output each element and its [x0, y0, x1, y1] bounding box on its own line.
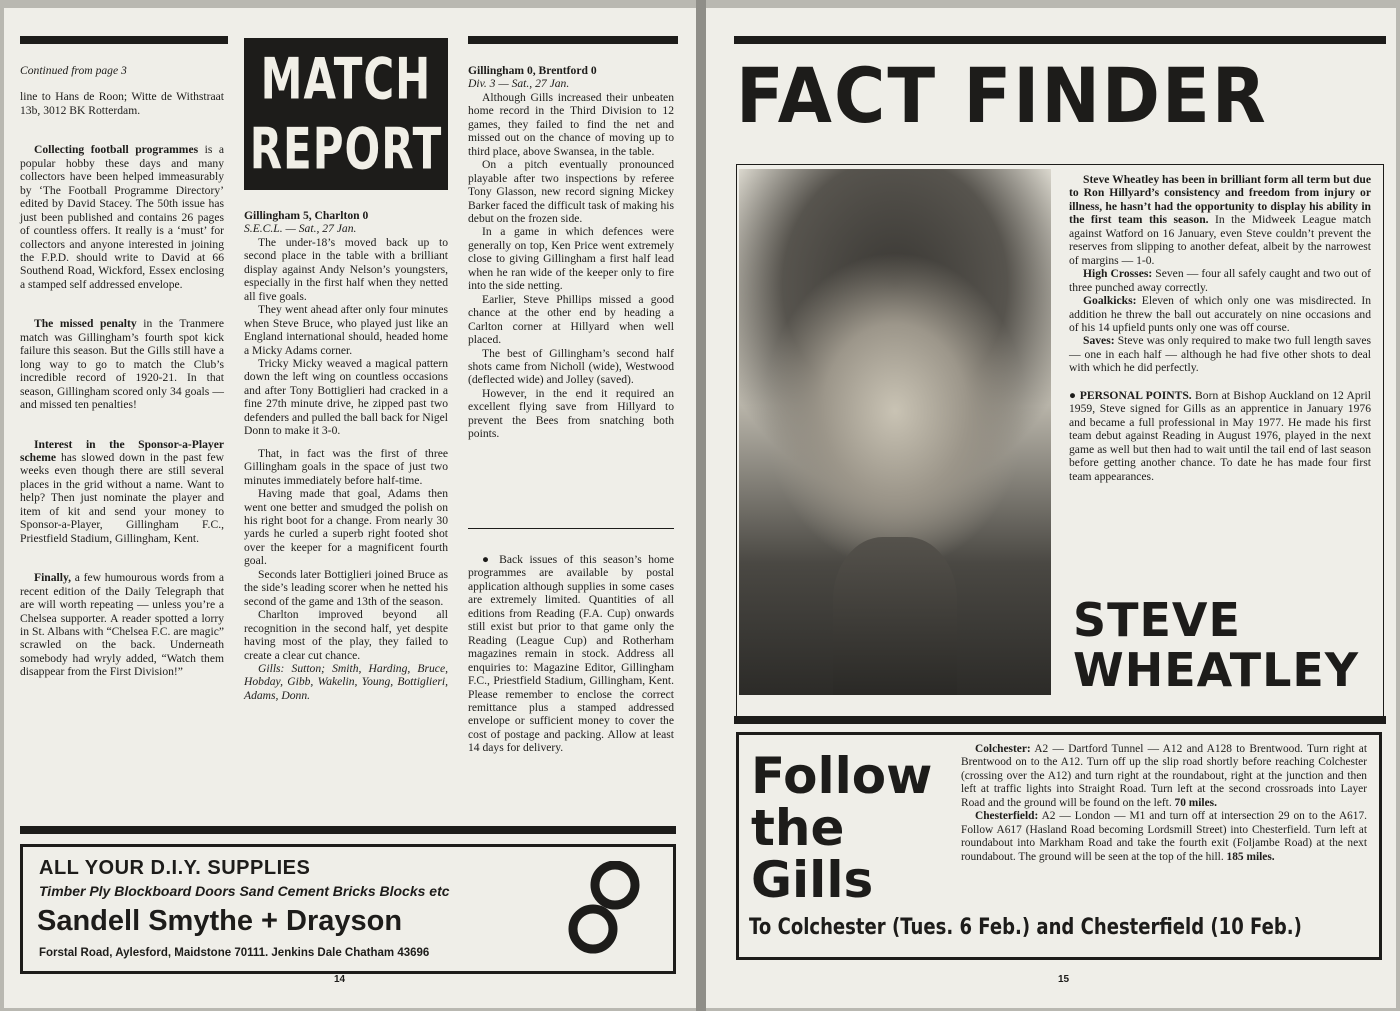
intro-paragraph: Steve Wheatley has been in brilliant form all term but due to Ron Hillyard’s consistency and freedom from injury or illness, he hasn’t had the opportunity to display his ability in the first team this season. In the Midweek League match against Watford on 16 January, even Steve couldn’t prevent the reserves from slipping to another defeat, albeit by the narrowest of margins — 1-0. — [1069, 173, 1372, 267]
brentford-p1: Although Gills increased their unbeaten home record in the Third Division to 12 games, they failed to find the net and missed out on the chance of moving up to third place, above Swansea, in the table. — [468, 90, 674, 158]
penalty-paragraph: The missed penalty in the Tranmere match was Gillingham’s fourth spot kick failure this season. But the Gills still have a long way to go to match the Club’s incredible record of 1920-21. In that season, Gillingham scored only 34 goals — and missed ten penalties! — [20, 317, 224, 412]
column-news — [20, 64, 224, 692]
fact-finder-headline: FACT FINDER — [736, 52, 1268, 141]
top-rule-right — [734, 36, 1386, 44]
player-name-line-2: WHEATLEY — [1073, 643, 1360, 697]
directions-column — [961, 743, 1367, 864]
follow-title-3: Gills — [751, 851, 874, 909]
bullet-icon: ● — [1069, 388, 1080, 402]
brentford-p2: On a pitch eventually pronounced playable after two inspections by referee Tony Glasson, new record signing Mickey Barker faced the difficult task of making his debut on the frozen side. — [468, 158, 674, 225]
charlton-p4: That, in fact was the first of three Gillingham goals in the space of just two minutes immediately before half-time. — [244, 446, 448, 487]
column-brentford-report — [468, 64, 674, 441]
bullet-icon: ● — [482, 553, 500, 566]
brentford-p6: However, in the end it required an excellent flying save from Hillyard to prevent the Bees from snatching both points. — [468, 386, 674, 441]
charlton-p1: The under-18’s moved back up to second place in the table with a brilliant display against Andy Nelson’s youngsters, especially in the first half when they netted all five goals. — [244, 235, 448, 303]
back-issues-notice — [468, 553, 674, 755]
charlton-p5: Having made that goal, Adams then went one better and smudged the polish on his right boot for a change. From nearly 30 yards he curled a superb right footed shot over the keeper for a magnificent fourth goal. — [244, 487, 448, 568]
masthead-line-1: MATCH — [260, 46, 432, 113]
follow-title-1: Follow — [751, 747, 933, 805]
brentford-subtitle: Div. 3 — Sat., 27 Jan. — [468, 77, 570, 91]
continued-note: Continued from page 3 — [20, 64, 127, 77]
personal-points: ● PERSONAL POINTS. Born at Bishop Auckland on 12 April 1959, Steve signed for Gills as an apprentice in January 1976 and became a full professional in May 1977. He made his first team debut against Reading in August 1976, played in the next game as well but then had to wait until the tail end of last season before getting another chance. To date he has made four first team appearances. — [1069, 388, 1371, 483]
player-photo — [739, 169, 1051, 695]
follow-top-rule — [734, 716, 1386, 724]
goalkicks: Goalkicks: Eleven of which only one was misdirected. In addition he threw the ball out accurately on nine occasions and of his 14 upfield punts only one was off course. — [1069, 294, 1371, 334]
diy-advert — [20, 844, 676, 974]
column-charlton-report — [244, 209, 448, 702]
charlton-subtitle: S.E.C.L. — Sat., 27 Jan. — [244, 222, 357, 236]
column-divider — [468, 528, 674, 529]
left-page — [4, 8, 696, 1008]
brentford-title: Gillingham 0, Brentford 0 — [468, 64, 597, 77]
follow-the-gills-box — [736, 732, 1382, 960]
top-rule-1 — [20, 36, 228, 44]
saves: Saves: Steve was only required to make two full length saves — one in each half — although he had five other shots to deal with which he did perfectly. — [1069, 334, 1371, 375]
sponsor-paragraph: Interest in the Sponsor-a-Player scheme has slowed down in the past few weeks even though there are still several places in the grid without a name. Want to help? Then just nominate the player and item of kit and send your money to Sponsor-a-Player, Gillingham F.C., Priestfield Stadium, Gillingham, Kent. — [20, 437, 224, 545]
photo-collar — [833, 537, 958, 695]
right-page — [706, 8, 1396, 1008]
ad-line-1: ALL YOUR D.I.Y. SUPPLIES — [39, 857, 311, 879]
colchester-directions: Colchester: A2 — Dartford Tunnel — A12 and A128 to Brentwood. Turn right at Brentwood on to the A12. Turn off up the slip road shortly before reaching Colchester (crossing over the A12) and turn right at the roundabout, right at the junction and then left at traffic lights into Straight Road. Turn left at the second crossroads into Layer Road and the ground will be found on the left. 70 miles. — [961, 743, 1367, 809]
player-name-line-1: STEVE — [1073, 593, 1241, 647]
charlton-p7: Charlton improved beyond all recognition in the second half, yet despite having most of the play, they failed to create a clear cut chance. — [244, 608, 448, 662]
chesterfield-directions: Chesterfield: A2 — London — M1 and turn off at intersection 29 on to the A617. Follow A617 (Hasland Road becoming Lordsmill Street) into Chesterfield. Turn left at roundabout into Markham Road and take the fourth exit (Foljambe Road) at the next roundabout. The ground will be seen at the top of the hill. 185 miles. — [961, 810, 1367, 863]
ad-line-2: Timber Ply Blockboard Doors Sand Cement Bricks Blocks etc — [39, 883, 450, 899]
brentford-p5: The best of Gillingham’s second half shots came from Nicholl (wide), Westwood (deflected wide) and Jolley (saved). — [468, 346, 674, 387]
ad-company: Sandell Smythe + Drayson — [37, 905, 403, 937]
stats-column — [1069, 173, 1371, 483]
masthead-line-2: REPORT — [249, 116, 443, 183]
page-number-left: 14 — [334, 974, 346, 985]
charlton-lineup: Gills: Sutton; Smith, Harding, Bruce, Hobday, Gibb, Wakelin, Young, Bottiglieri, Adams, Donn. — [244, 661, 448, 702]
sd-logo-icon — [563, 861, 647, 957]
follow-title-2: the — [751, 799, 845, 857]
charlton-title: Gillingham 5, Charlton 0 — [244, 209, 369, 222]
page-spine — [696, 0, 706, 1011]
brentford-p4: Earlier, Steve Phillips missed a good chance at the other end by heading a Carlton corner at Hillyard when well placed. — [468, 292, 674, 347]
page-number-right: 15 — [1058, 974, 1070, 985]
ad-address: Forstal Road, Aylesford, Maidstone 70111. Jenkins Dale Chatham 43696 — [39, 947, 430, 959]
brentford-p3: In a game in which defences were generally on top, Ken Price went extremely close to giving Gillingham a first half lead when he ran wide of the keeper only to fire into the side netting. — [468, 225, 674, 293]
match-report-masthead — [244, 38, 448, 190]
charlton-p3: Tricky Micky weaved a magical pattern down the left wing on countless occasions and after Tony Bottiglieri had cracked in a fine 27th minute drive, he zipped past two defenders and pulled the ball back for Nigel Donn to make it 3-0. — [244, 356, 448, 438]
follow-dates: To Colchester (Tues. 6 Feb.) and Chesterfield (10 Feb.) — [749, 915, 1302, 940]
charlton-p2: They went ahead after only four minutes when Steve Bruce, who played just like an England international should, headed home a Micky Adams corner. — [244, 303, 448, 357]
back-issues-text: ● Back issues of this season’s home programmes are available by postal application although supplies in some cases are extremely limited. Quantities of all editions from Reading (F.A. Cup) onwards still exist but prior to that game only the Reading (League Cup) and Rotherham magazines remain in stock. Address all enquiries to: Magazine Editor, Gillingham F.C., Priestfield Stadium, Gillingham, Kent. Please remember to enclose the correct remittance plus a stamped addressed envelope or sufficient money to cover the cost of postage and packing. Allow at least 14 days for delivery. — [468, 553, 674, 755]
fact-finder-frame — [736, 164, 1384, 722]
top-rule-3 — [468, 36, 678, 44]
address-paragraph: line to Hans de Roon; Witte de Withstraat 13b, 3012 BK Rotterdam. — [20, 90, 224, 117]
high-crosses: High Crosses: Seven — four all safely caught and two out of three punched away correctly. — [1069, 267, 1371, 294]
ad-top-rule — [20, 826, 676, 834]
programmes-paragraph: Collecting football programmes is a popular hobby these days and many collectors have been helped immeasurably by ‘The Football Programme Directory’ edited by David Stacey. The 50th issue has just been published and contains 26 pages of countless offers. It really is a ‘must’ for collectors and anyone interested in joining the F.P.D. should write to David at 66 Southend Road, Wickford, Essex enclosing a stamped self addressed envelope. — [20, 143, 224, 291]
charlton-p6: Seconds later Bottiglieri joined Bruce as the side’s leading scorer when he netted his second of the game and 13th of the season. — [244, 567, 448, 608]
finally-paragraph: Finally, a few humourous words from a recent edition of the Daily Telegraph that are will worth repeating — unless you’re a Chelsea supporter. A reader spotted a lorry in St. Albans with “Chelsea F.C. are magic” scrawled on the back. Underneath somebody had wryly added, “Watch them disappear from the First Division!” — [20, 571, 224, 679]
